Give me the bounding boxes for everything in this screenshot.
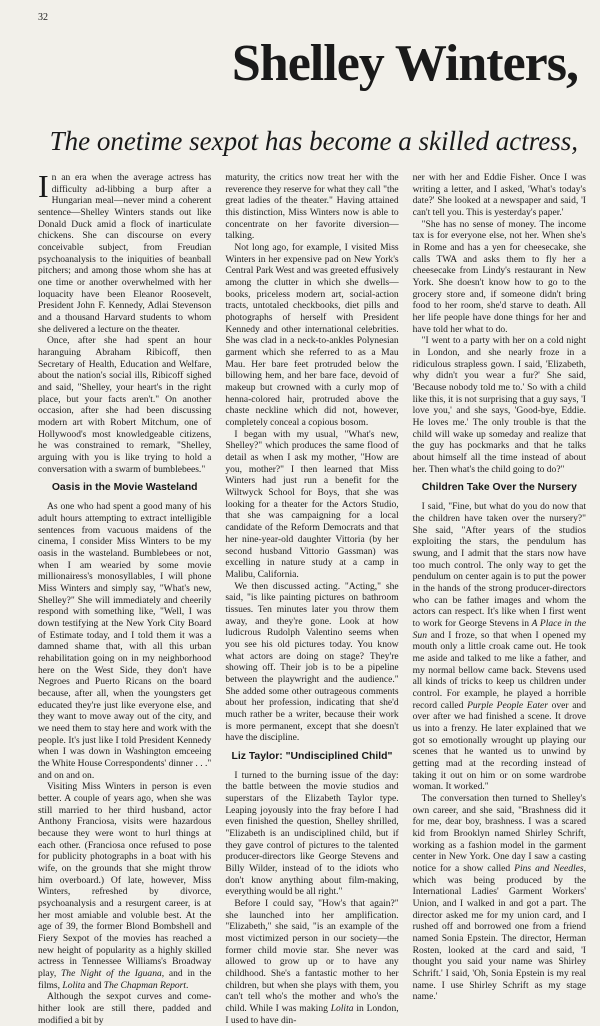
paragraph: I turned to the burning issue of the day: the battle between the movie studios and superstars of the Elizabeth Taylor type. Leaping joyously into the fray before I had even finished the question, Shelley shrilled, "Elizabeth is an undisciplined child, but if they gave control of pictures to the talented producer-directors like George Stevens and Billy Wilder, instead of to the idiots who don't know anything about film-making, everything would be all right."	[225, 769, 399, 898]
paragraph: Visiting Miss Winters in person is even better. A couple of years ago, when she was still married to her third husband, actor Anthony Franciosa, visits were hazardous because they were wont to hurl things at each other. (Franciosa once refused to pose for publicity photographs in a boat with his wife, on the grounds that she might throw him overboard.) Of late, however, Miss Winters, refreshed by divorce, psychoanalysis and a resurgent career, is at her most amiable and voluble best. At the age of 39, the former Blond Bombshell and Fiery Sexpot of the movies has reached a new height of popularity as a highly skilled actress in Tennessee Williams's Broadway play, The Night of the Iguana, and in the films, Lolita and The Chapman Report.	[38, 781, 212, 991]
column-1	[38, 168, 212, 1026]
paragraph: In an era when the average actress has difficulty ad-libbing a burp after a Hungarian meal—never mind a coherent sentence—Shelley Winters stands out like Donald Duck amid a flock of inarticulate chickens. She can discourse on every conceivable subject, from Freudian psychoanalysis to the iniquities of beanball pitchers; and among those whom she has at one time or another overwhelmed with her loquacity have been Eleanor Roosevelt, President John F. Kennedy, Adlai Stevenson and a thousand Harvard students to whom she delivered a lecture on the theater.	[38, 168, 212, 335]
paragraph: ner with her and Eddie Fisher. Once I was writing a letter, and I asked, 'What's today's date?' She looked at a newspaper and said, 'I can't tell you. This is yesterday's paper.'	[412, 172, 586, 219]
page-number: 32	[38, 12, 48, 23]
paragraph: Not long ago, for example, I visited Miss Winters in her expensive pad on New York's Central Park West and was greeted effusively among the clutter in which she dwells—books, priceless modern art, social-action tracts, untotaled checkbooks, diet pills and photographs of herself with President Kennedy and other international celebrities. She was clad in a neck-to-ankles Polynesian garment which she referred to as a Mau Mau. Her bare feet protruded below the billowing hem, and her bare face, devoid of makeup but crowned with a curly mop of henna-colored hair, protruded above the chaste neckline which did not, however, completely conceal a copious bosom.	[225, 242, 399, 429]
section-heading: Liz Taylor: "Undisciplined Child"	[231, 750, 393, 762]
paragraph: Although the sexpot curves and come-hither look are still there, padded and modified a bit by	[38, 991, 212, 1026]
paragraph: "I went to a party with her on a cold night in London, and she nearly froze in a ridiculous strapless gown. I said, 'Elizabeth, why didn't you wear a fur?' She said, 'Because nobody told me to.' So with a child like this, it is not surprising that a guy says, 'I love you,' and she says, 'Good-bye, Eddie. He loves me.' The only trouble is that the child will wake up someday and realize that the guy has pockmarks and that he talks about himself all the time instead of about her. Then what's the child going to do?"	[412, 335, 586, 475]
paragraph: I began with my usual, "What's new, Shelley?" which produces the same flood of detail as when I ask my mother, "How are you, mother?" I then learned that Miss Winters had just run a benefit for the Wiltwyck School for Boys, that she was looking for a theater for the Actors Studio, that she was campaigning for a local candidate of the Reform Democrats and that her nine-year-old daughter Vittoria (by her second husband Vittorio Gassman) was excelling in nature study at a camp in Malibu, California.	[225, 428, 399, 580]
article-body	[38, 168, 586, 1026]
paragraph: maturity, the critics now treat her with the reverence they reserve for what they call "the great ladies of the theater." Having attained this distinction, Miss Winters now is able to concentrate on her favorite diversion—talking.	[225, 172, 399, 242]
section-heading: Oasis in the Movie Wasteland	[51, 482, 198, 494]
paragraph: As one who had spent a good many of his adult hours attempting to extract intelligible sentences from vacuous maidens of the cinema, I consider Miss Winters to be my oasis in the wasteland. Bumblebees or not, when I am wearied by some movie millionairess's monosyllables, I will phone Miss Winters and simply say, "What's new, Shelley?" She will immediately and cheerily respond with something like, "Well, I was down testifying at the New York City Board of Estimate today, and I told them it was a damned shame that, with all this urban rehabilitation going on in my neighborhood here on the West Side, they don't have Negroes and Puerto Ricans on the board because, after all, when the youngsters get educated they're just like everyone else, and they want to move away out of the city, and we need them to stay here and work with the people. It's just like I told President Kennedy when I was down in Washington emceeing the White House Correspondents' dinner . . ." and on and on.	[38, 501, 212, 781]
column-2	[225, 172, 399, 1026]
paragraph: Once, after she had spent an hour haranguing Abraham Ribicoff, then Secretary of Health, Education and Welfare, about the nation's social ills, Ribicoff sighed and said, "Shelley, your heart's in the right place, but your facts aren't." On another occasion, after she had been discussing modern art with Robert Mitchum, one of Hollywood's most knowledgeable citizens, he was constrained to remark, "Shelley, arguing with you is like trying to hold a conversation with a swarm of bumblebees."	[38, 335, 212, 475]
paragraph: I said, "Fine, but what do you do now that the children have taken over the nursery?" She said, "After years of the studios exploiting the stars, the pendulum has swung, and I admit that the stars now have too much control. The only way to get the pendulum on center again is to put the power in the hands of the strong producer-directors who can be father images and whom the actors can respect. It's like when I first went to work for George Stevens in A Place in the Sun and I froze, so that when I opened my mouth only a little croak came out. He took me aside and talked to me like a father, and my normal bellow came back. Stevens used all kinds of tricks to keep us children under control. For example, he played a horrible record called Purple People Eater over and over after we had finished a scene. It drove us into a frenzy. He later explained that we got so emotionally wrought up playing our scenes that he wanted us to unwind by getting mad at the recording instead of taking it out on him or on some wardrobe woman. It worked."	[412, 501, 586, 793]
paragraph: "She has no sense of money. The income tax is for everyone else, not her. When she's in Rome and has a yen for cheesecake, she calls TWA and asks them to fly her a cheesecake from Lindy's restaurant in New York. She doesn't know how to go to the grocery store and, if someone didn't bring food to her room, she'd starve to death. All her life people have done things for her and have told her what to do.	[412, 218, 586, 335]
column-3	[412, 172, 586, 1003]
article-title: Shelley Winters,	[231, 35, 578, 92]
paragraph: We then discussed acting. "Acting," she said, "is like painting pictures on bathroom tissues. Ten minutes later you throw them away, and they're gone. Look at how ludicrous Rudolph Valentino seems when you see his old pictures today. You know what actors are doing on stage? They're showing off. Their job is to be a pipeline between the playwright and the audience." She added some other outrageous comments about her profession, indicating that she'd much rather be a writer, because their work is more permanent, except that she doesn't have the discipline.	[225, 580, 399, 744]
paragraph: The conversation then turned to Shelley's own career, and she said, "Brashness did it for me, dear boy, brashness. I was a scared kid from Brooklyn named Shirley Schrift, working as a fashion model in the garment center in New York. One day I saw a casting notice for a show called Pins and Needles, which was being produced by the International Ladies' Garment Workers' Union, and I walked in and got a part. The director asked me for my union card, and I rushed off and borrowed one from a friend named Sonia Epstein. The director, Herman Rosten, looked at the card and said, 'I thought you said your name was Shirley Schrift.' I said, 'Oh, Sonia Epstein is my real name. I use Shirley Schrift as my stage name.'	[412, 792, 586, 1003]
paragraph: Before I could say, "How's that again?" she launched into her amplification. "Elizabeth," she said, "is an example of the most victimized person in our society—the former child movie star. She never was allowed to grow up or to have any childhood. She's a fantastic mother to her children, but when she plays with them, you can't tell who's the mother and who's the child. While I was making Lolita in London, I used to have din-	[225, 898, 399, 1026]
article-subtitle: The onetime sexpot has become a skilled actress,	[49, 126, 578, 156]
section-heading: Children Take Over the Nursery	[421, 482, 577, 494]
drop-cap: I	[38, 168, 49, 204]
